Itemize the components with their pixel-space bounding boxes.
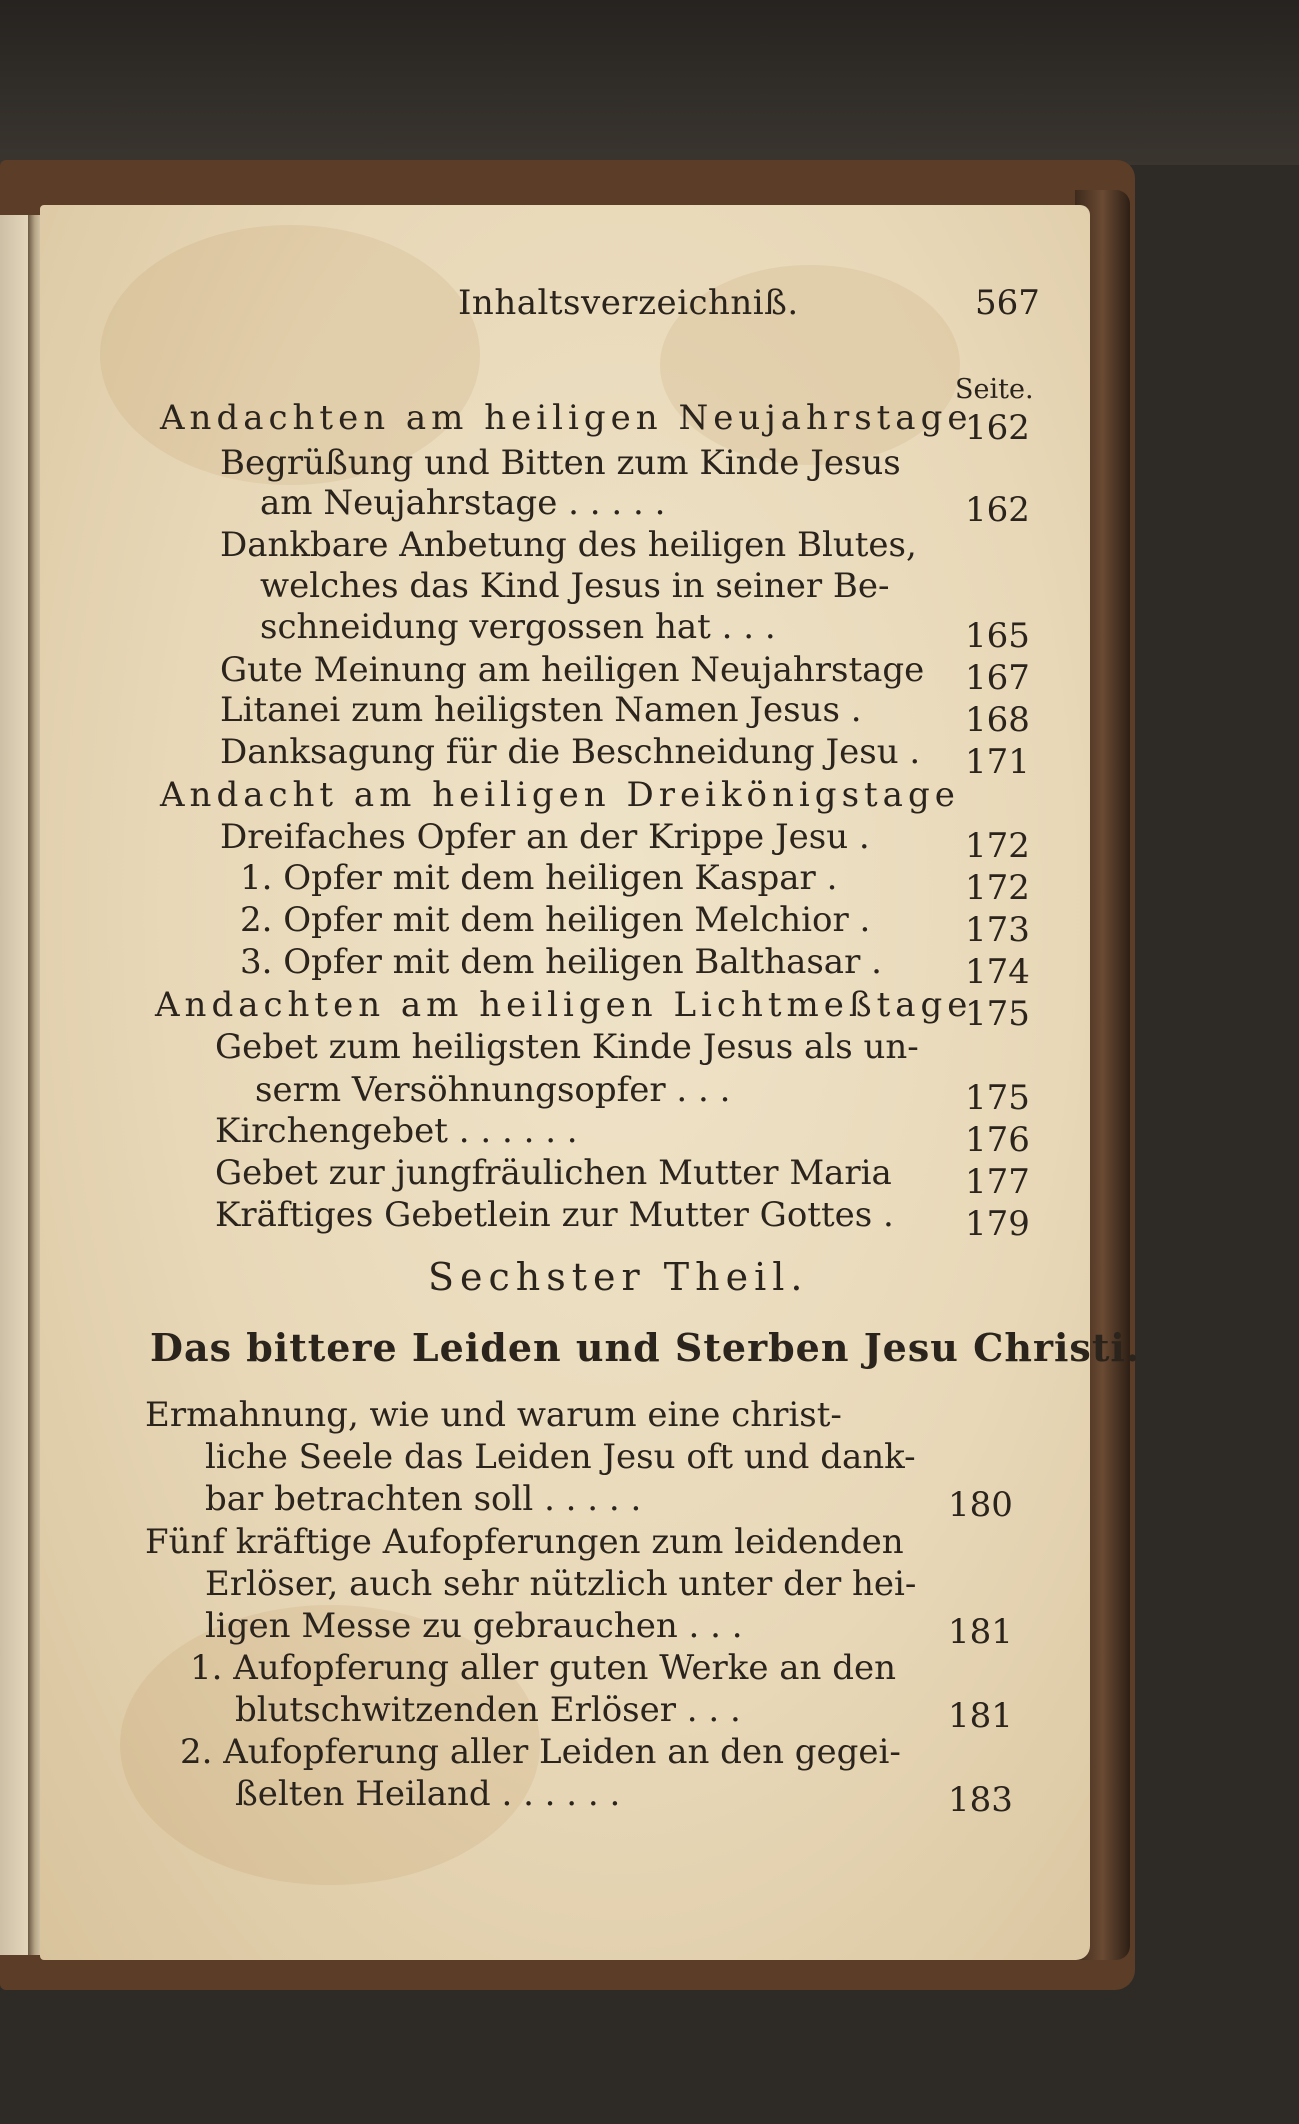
toc-entry: Begrüßung und Bitten zum Kinde Jesus [220,443,901,483]
toc-heading: Andachten am heiligen Lichtmeßtage [155,985,973,1025]
toc-entry: 3. Opfer mit dem heiligen Balthasar . [240,942,882,982]
toc-entry: Erlöser, auch sehr nützlich unter der hei- [205,1564,917,1604]
page-column-label: Seite. [955,374,1034,405]
toc-heading: Andacht am heiligen Dreikönigstage [160,775,960,815]
toc-page-number: 162 [965,408,1030,448]
toc-entry: Danksagung für die Beschneidung Jesu . [220,732,921,772]
toc-entry: Gebet zum heiligsten Kinde Jesus als un- [215,1027,919,1067]
toc-entry: Ermahnung, wie und warum eine christ- [145,1395,842,1435]
toc-page-number: 171 [965,742,1030,782]
toc-entry: Gute Meinung am heiligen Neujahrstage [220,650,925,690]
toc-entry: welches das Kind Jesus in seiner Be- [260,566,890,606]
toc-page-number: 168 [965,700,1030,740]
toc-page-number: 175 [965,994,1030,1034]
toc-page-number: 181 [948,1612,1013,1652]
toc-entry: 2. Opfer mit dem heiligen Melchior . [240,900,871,940]
toc-page-number: 173 [965,910,1030,950]
section-subtitle: Das bittere Leiden und Sterben Jesu Christi. [150,1325,1141,1370]
toc-page-number: 176 [965,1120,1030,1160]
toc-entry: Kirchengebet . . . . . . [215,1111,578,1151]
toc-entry: Dankbare Anbetung des heiligen Blutes, [220,525,917,565]
toc-entry: Fünf kräftige Aufopferungen zum leidenden [145,1522,904,1562]
toc-entry: liche Seele das Leiden Jesu oft und dank- [205,1437,916,1477]
toc-entry: blutschwitzenden Erlöser . . . [235,1690,741,1730]
toc-page-number: 165 [965,616,1030,656]
toc-entry: am Neujahrstage . . . . . [260,483,666,523]
running-header-page-number: 567 [975,283,1040,323]
toc-entry: schneidung vergossen hat . . . [260,607,776,647]
toc-page-number: 180 [948,1485,1013,1525]
toc-page-number: 175 [965,1078,1030,1118]
left-page-edge [0,215,30,1955]
toc-page-number: 181 [948,1696,1013,1736]
running-header-title: Inhaltsverzeichniß. [458,283,799,323]
toc-entry: Gebet zur jungfräulichen Mutter Maria [215,1153,892,1193]
toc-entry: ligen Messe zu gebrauchen . . . [205,1606,743,1646]
toc-page-number: 179 [965,1204,1030,1244]
toc-page-number: 177 [965,1162,1030,1202]
toc-page-number: 183 [948,1780,1013,1820]
toc-entry: 1. Opfer mit dem heiligen Kaspar . [240,858,838,898]
toc-entry: Kräftiges Gebetlein zur Mutter Gottes . [215,1195,894,1235]
toc-page-number: 167 [965,658,1030,698]
toc-entry: bar betrachten soll . . . . . [205,1479,642,1519]
toc-entry: 2. Aufopferung aller Leiden an den gegei- [180,1732,901,1772]
toc-entry: ßelten Heiland . . . . . . [235,1774,621,1814]
toc-entry: Dreifaches Opfer an der Krippe Jesu . [220,817,870,857]
background-top [0,0,1299,165]
toc-entry: 1. Aufopferung aller guten Werke an den [190,1648,897,1688]
toc-page-number: 172 [965,826,1030,866]
toc-page-number: 162 [965,490,1030,530]
toc-page-number: 172 [965,868,1030,908]
section-title: Sechster Theil. [428,1255,809,1299]
toc-entry: serm Versöhnungsopfer . . . [255,1070,731,1110]
toc-page-number: 174 [965,952,1030,992]
toc-entry: Litanei zum heiligsten Namen Jesus . [220,690,862,730]
toc-heading: Andachten am heiligen Neujahrstage [160,398,973,438]
